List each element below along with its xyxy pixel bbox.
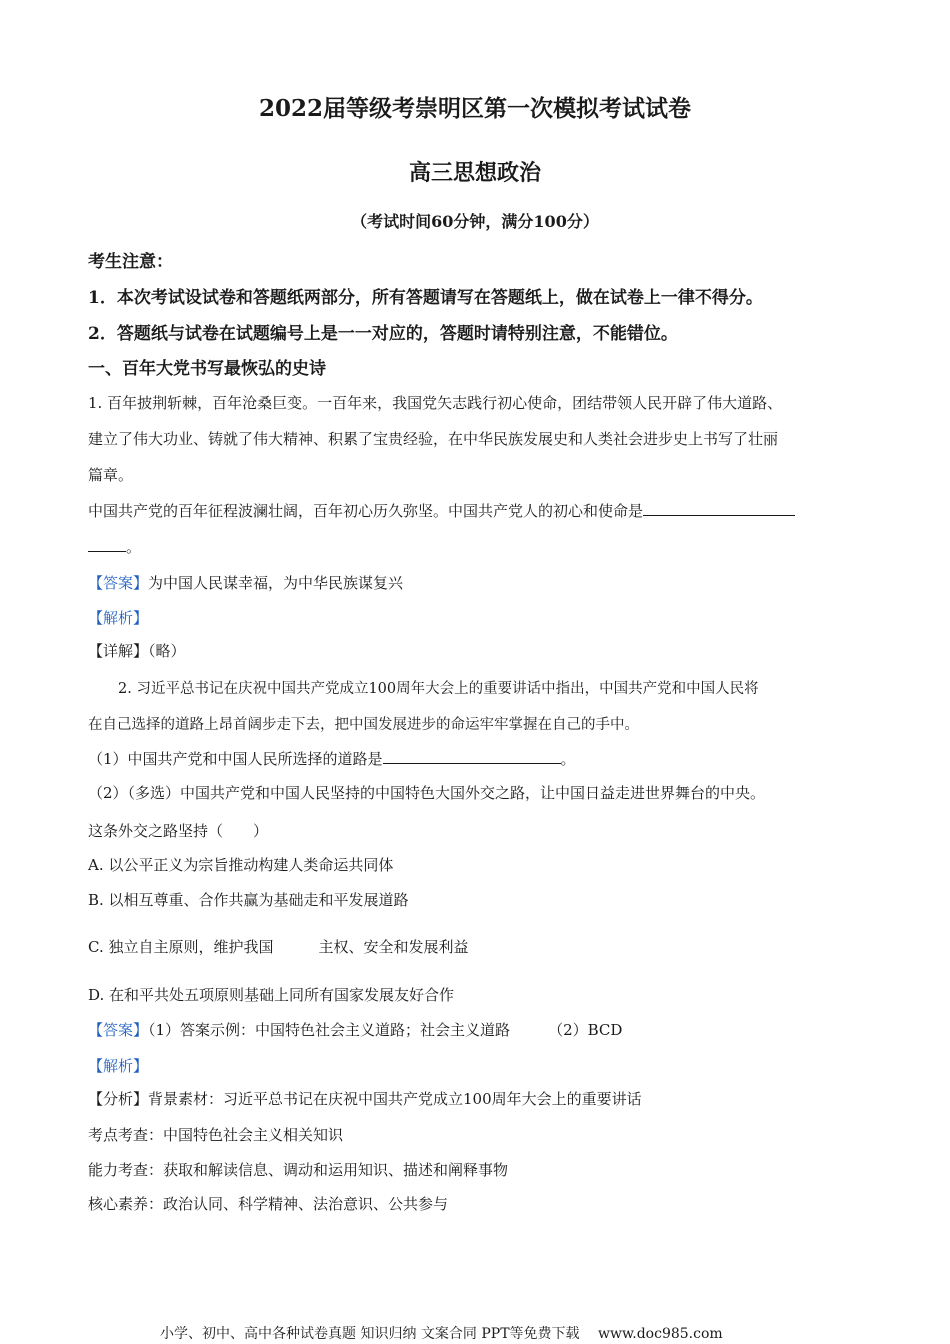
option-d: D. 在和平共处五项原则基础上同所有国家发展友好合作 [88,986,455,1004]
notice-item-1: 1．本次考试设试卷和答题纸两部分，所有答题请写在答题纸上，做在试卷上一律不得分。 [88,288,763,308]
q1-detail-text: （略） [148,642,186,660]
q1-answer [88,572,403,593]
q2-answer [88,1019,622,1040]
page-footer: 小学、初中、高中各种试卷真题 知识归纳 文案合同 PPT等免费下载 www.doc985.com [160,1326,723,1342]
q1-line-3: 篇章。 [88,466,134,484]
q2-sub1-end: 。 [560,750,576,768]
notice-item-2: 2．答题纸与试卷在试题编号上是一一对应的，答题时请特别注意，不能错位。 [88,324,678,344]
q2-answer-2: （2）BCD [548,1021,623,1039]
exam-info: （考试时间60分钟，满分100分） [351,212,599,231]
q2-point-3: 核心素养：政治认同、科学精神、法治意识、公共参与 [88,1195,449,1213]
q2-blank [383,749,561,764]
q2-sub2: （2）（多选）中国共产党和中国人民坚持的中国特色大国外交之路，让中国日益走进世界舞台的中央。 [88,784,766,802]
q2-answer-1: （1）答案示例：中国特色社会主义道路；社会主义道路 [148,1021,511,1039]
q1-blank-cont [88,537,126,552]
q1-detail [88,640,186,661]
q2-sub1-text: （1）中国共产党和中国人民所选择的道路是 [88,750,383,768]
q2-point-1: 考点考查：中国特色社会主义相关知识 [88,1126,344,1144]
q1-line-1: 1. 百年披荆斩棘，百年沧桑巨变。一百年来，我国党矢志践行初心使命，团结带领人民开辟了伟大道路、 [88,394,783,412]
q1-prompt [88,500,795,521]
q2-line-1: 2. 习近平总书记在庆祝中国共产党成立100周年大会上的重要讲话中指出，中国共产党和中国人民将 [118,681,759,697]
answer-tag: 【答案】 [88,1021,149,1039]
section-heading: 一、百年大党书写最恢弘的史诗 [88,359,326,379]
q1-prompt-end: 。 [126,538,142,556]
q2-analysis-tag: 【解析】 [88,1057,149,1075]
option-c: C. 独立自主原则，维护我国 主权、安全和发展利益 [88,938,469,956]
q1-prompt-text: 中国共产党的百年征程波澜壮阔，百年初心历久弥坚。中国共产党人的初心和使命是 [88,502,644,520]
q1-prompt-cont [88,536,141,557]
answer-tag: 【答案】 [88,574,149,592]
q2-fenxi-text: 背景素材：习近平总书记在庆祝中国共产党成立100周年大会上的重要讲话 [148,1090,642,1108]
q1-answer-text: 为中国人民谋幸福，为中华民族谋复兴 [148,574,404,592]
q2-fenxi [88,1088,642,1109]
subject-title: 高三思想政治 [408,160,541,186]
q1-analysis-tag: 【解析】 [88,609,149,627]
q1-blank [643,501,795,516]
option-b: B. 以相互尊重、合作共赢为基础走和平发展道路 [88,891,409,909]
q2-line-2: 在自己选择的道路上昂首阔步走下去，把中国发展进步的命运牢牢掌握在自己的手中。 [88,717,639,733]
notice-heading: 考生注意： [88,252,173,272]
detail-tag: 【详解】 [88,642,149,660]
q2-sub1 [88,748,576,769]
fenxi-tag: 【分析】 [88,1090,149,1108]
q1-line-2: 建立了伟大功业、铸就了伟大精神、积累了宝贵经验，在中华民族发展史和人类社会进步史上书写了壮丽 [88,430,779,448]
option-a: A. 以公平正义为宗旨推动构建人类命运共同体 [88,856,394,874]
q2-point-2: 能力考查：获取和解读信息、调动和运用知识、描述和阐释事物 [88,1161,509,1179]
exam-title: 2022届等级考崇明区第一次模拟考试试卷 [258,95,691,122]
q2-sub2-cont: 这条外交之路坚持（ ） [88,822,269,840]
